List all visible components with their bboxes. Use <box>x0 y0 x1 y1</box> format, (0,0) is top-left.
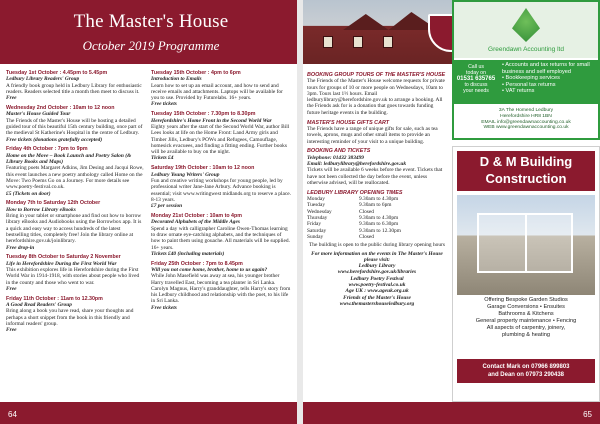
greendawn-phone: 01531 635765 <box>456 76 496 82</box>
events-column-1 <box>6 70 144 337</box>
tour-body: The Friends of the Master's House welcome requests for private tours for groups of 10 or more people on Wednesdays, 10am to 3pm. Tours last 1½ hours. Email ledburylibrary@herefordshire.gov.uk to arrange a booking. All the Friends ask for is a donation that goes towards funding future heritage events in the building. <box>307 78 445 116</box>
hours-day: Wednesday <box>307 208 332 215</box>
event-item <box>6 296 144 334</box>
service-item: General property maintenance • Fencing <box>475 317 577 324</box>
gift-body: The Friends have a range of unique gifts for sale, such as tea towels, aprons, mugs and other small items to provide an interesting reminder of your visit to a unique building. <box>307 125 438 145</box>
event-item <box>151 70 291 108</box>
info-link: Ledbury Poetry Festival <box>350 275 404 282</box>
booking-email: Email: ledburylibrary@herefordshire.gov.uk <box>307 161 407 168</box>
event-title: Decorated Alphabets of the Middle Ages <box>151 219 240 226</box>
page-number-right: 65 <box>583 410 592 419</box>
info-link: www.herefordshire.gov.uk/libraries <box>337 269 417 276</box>
service-item: • Bookkeeping services <box>502 75 560 82</box>
page-number-left: 64 <box>8 410 17 419</box>
event-title: Home on the Move – Book Launch and Poetry Salon (& Library Books and Maps) <box>6 152 132 166</box>
hours-time: 9.30am to 6pm <box>359 202 392 209</box>
event-date: Tuesday 8th October to Saturday 2 November <box>6 254 121 261</box>
service-item: • Accounts and tax returns for small business and self employed <box>502 62 590 75</box>
booking-phone: Telephone: 01432 383499 <box>307 154 364 161</box>
event-price: Free drop-in <box>6 244 35 251</box>
hours-day: Friday <box>307 221 322 228</box>
service-item: • Personal tax returns <box>502 81 556 88</box>
info-link: Age UK : www.ageuk.org.uk <box>345 288 409 295</box>
contact-line: and Dean on 07973 290438 <box>487 372 565 378</box>
window-shape <box>323 36 333 48</box>
hours-heading: LEDBURY LIBRARY OPENING TIMES <box>307 189 403 196</box>
greendawn-address <box>454 108 598 131</box>
event-price: Free <box>6 95 17 102</box>
info-link: Friends of the Master's House <box>343 294 411 301</box>
service-item: All aspects of carpentry, joinery, <box>486 324 566 331</box>
info-link: www.themastershouseledbury.org <box>339 300 415 307</box>
dm-title-line1: D & M Building <box>479 154 573 169</box>
page-title: The Master's House <box>73 11 229 32</box>
event-body: The Friends of the Master's House will be hosting a detailed guided tour of this beautiful 15th century building, once part of the medieval St Katherine's Hospital in the centre of Ledbury. <box>6 117 143 137</box>
event-body: Bring in your tablet or smartphone and find out how to borrow library eBooks and Audiobooks using the Borrowbox app. It is a quick and easy way to access hundreds of the latest bestselling titles, completely free! Join the library online at herefordshire.gov.uk/joinlibrary. <box>6 213 142 245</box>
event-body: Eighty years after the start of the Second World War, author Bill Lees looks at life on the Home Front: Land Army girls and Timber Jills, Ledbury's POWs and Refugees, Camouflage, homesick evacuees, and finding a fitting ending. Further books will be available to buy on the night. <box>151 123 290 156</box>
service-item: Bathrooms & Kitchens <box>498 310 554 317</box>
event-body: Fun and creative writing workshops for young people, led by professional writer Jane-Jane Arbury. Advance booking is essential; visit www.writingwest midlands.org to reserve a place. 8-13 years. <box>151 177 291 203</box>
event-title: Will you not come home, brother, home to us again? <box>151 266 268 273</box>
hours-time: 9.30am to 4.30pm <box>359 196 399 203</box>
event-title: Life in Herefordshire During the First World War <box>6 260 117 267</box>
event-date: Tuesday 1st October : 4.45pm to 5.45pm <box>6 70 108 76</box>
event-date: Friday 25th October : 7pm to 8.45pm <box>151 260 243 267</box>
event-title: How to Borrow Library eBooks <box>6 206 76 213</box>
dm-title-line2: Construction <box>485 171 567 186</box>
event-item <box>6 200 144 250</box>
footer-band <box>303 402 600 424</box>
address-line: WEB www.greendawnaccounting.co.uk <box>483 125 569 131</box>
event-title: Ledbury Young Writers' Group <box>151 171 220 178</box>
event-item <box>151 261 291 311</box>
hours-day: Monday <box>307 196 325 203</box>
hours-day: Thursday <box>307 215 328 222</box>
event-body: Spend a day with calligrapher Caroline Owen-Thomas learning to draw ornate eye-catching alphabets, and the techniques of how to paint them using gouache. All materials will be supplied. 16+ years. <box>151 225 290 251</box>
event-body: A friendly book group held in Ledbury Library for enthusiastic readers. Readers selected title a month then meet to discuss it. <box>6 82 142 95</box>
event-title: A Good Read Readers' Group <box>6 302 72 309</box>
event-body: Learn how to set up an email account, and how to send and receive emails and attachments. Laptops will be available for you to use. Provided by Futurelabs. 16+ years. <box>151 82 283 102</box>
tour-heading: BOOKING GROUP TOURS OF THE MASTER'S HOUSE <box>307 72 446 78</box>
right-page <box>303 0 600 424</box>
call-line: to discuss <box>464 82 488 88</box>
event-price: Free <box>6 285 17 292</box>
event-date: Monday 21st October : 10am to 4pm <box>151 213 242 220</box>
event-date: Monday 7th to Saturday 12th October <box>6 200 101 207</box>
window-shape <box>353 36 363 48</box>
hours-time: 9.30am to 6.30pm <box>359 221 399 228</box>
event-body: While John Masefield was away at sea, his younger brother Harry travelled East, becoming a tea planter in Sri Lanka. Carolyn Magnus, Harry's granddaughter, tells Harry's story from his Ledbury childhood and relationship with the poet, to his life in Sri Lanka. <box>151 273 291 305</box>
page-subtitle: October 2019 Programme <box>82 38 220 53</box>
greendawn-logo-area <box>454 2 598 58</box>
event-item <box>151 111 291 161</box>
hours-day: Saturday <box>307 227 327 234</box>
event-date: Friday 11th October : 11am to 12.30pm <box>6 295 103 302</box>
event-date: Saturday 19th October : 10am to 12 noon <box>151 165 255 172</box>
hours-time: 9.30am to 12.30pm <box>359 227 401 234</box>
call-line: Call us <box>468 64 484 70</box>
service-item: plumbing & heating <box>502 331 550 338</box>
leaf-logo-icon <box>512 8 540 42</box>
info-links <box>307 263 447 307</box>
greendawn-services <box>502 62 598 95</box>
booking-body: Tickets will be available 6 weeks before the event. Tickets that have not been collected the day before the event, unless otherwise advised, will be reallocated. <box>307 167 443 186</box>
greendawn-call <box>456 64 496 94</box>
hours-time: 9.30am to 4.30pm <box>359 215 399 222</box>
service-item: Garage Conversions • Ensuites <box>487 303 565 310</box>
event-price: Tickets £4 <box>151 155 174 162</box>
event-price: Free tickets <box>151 304 177 311</box>
event-body: Featuring poets Margaret Adkins, Jim Desing and Jacqui Rowe, this event launches a new poetry anthology called Home on the Move: Two Poems Go on a Journey. For more details see www.poetry-festival.co.uk. <box>6 165 144 191</box>
event-price: Free tickets (donations gratefully accepted) <box>6 136 103 143</box>
event-price: Tickets £40 (including materials) <box>151 250 225 257</box>
event-item <box>6 146 144 196</box>
greendawn-ad <box>452 0 600 140</box>
call-line: today on <box>466 70 486 76</box>
hours-day: Sunday <box>307 233 324 240</box>
event-item <box>151 213 291 257</box>
greendawn-name: Greendawn Accounting ltd <box>488 46 564 53</box>
event-date: Friday 4th October : 7pm to 9pm <box>6 146 88 153</box>
service-item: Offering Bespoke Garden Studios <box>484 297 568 303</box>
event-price: Free <box>6 327 17 334</box>
window-shape <box>383 36 393 48</box>
event-item <box>6 254 144 292</box>
studio-doors-shape <box>477 213 573 273</box>
info-column <box>307 70 447 307</box>
event-title: Introduction to Emails <box>151 76 202 83</box>
event-date: Tuesday 15th October : 7.30pm to 8.30pm <box>151 111 256 118</box>
address-line: EMAIL info@greendawnaccounting.co.uk <box>481 119 571 125</box>
dm-contact <box>457 359 595 383</box>
booking-heading: BOOKING AND TICKETS <box>307 148 371 155</box>
event-body: This exhibition explores life in Herefordshire during the First World War in 1914-1918, with stories about people who lived in the county and those who went to war. <box>6 266 140 286</box>
event-price: £7 per session <box>151 203 183 210</box>
event-price: Free tickets <box>151 101 177 108</box>
events-column-2 <box>151 70 291 315</box>
event-title: Master's House Guided Tour <box>6 111 71 118</box>
gift-heading: MASTER'S HOUSE GIFTS CART <box>307 119 390 126</box>
hours-note: The building is open to the public during library opening hours <box>309 242 445 249</box>
hours-time: Closed <box>359 233 374 240</box>
event-date: Wednesday 2nd October : 10am to 12 noon <box>6 105 115 112</box>
address-line: 3A The Homend Ledbury <box>498 108 554 113</box>
event-price: £5 (Tickets on door) <box>6 190 51 197</box>
info-link: www.poetry-festival.co.uk <box>348 281 406 288</box>
event-item <box>151 165 291 209</box>
header-band <box>0 0 297 64</box>
info-heading: For more information on the events in The Master's House please visit: <box>311 250 443 263</box>
info-link: Ledbury Library <box>358 263 396 270</box>
left-page <box>0 0 297 424</box>
footer-band <box>0 402 297 424</box>
garden-studio-photo <box>457 195 595 295</box>
event-title: Herefordshire's Home Front in the Second World War <box>151 117 272 124</box>
dm-services <box>457 297 595 338</box>
hours-time: Closed <box>359 208 374 215</box>
event-date: Tuesday 15th October : 4pm to 6pm <box>151 70 241 76</box>
contact-line: Contact Mark on 07966 899803 <box>482 364 570 370</box>
event-body: Bring along a book you have read, share your thoughts and perhaps a short snippet from the book in this friendly and informal readers' group. <box>6 308 134 327</box>
hours-table <box>307 196 447 240</box>
service-item: • VAT returns <box>502 88 535 95</box>
dm-building-ad <box>452 146 600 402</box>
call-line: your needs <box>463 88 489 94</box>
event-title: Ledbury Library Readers' Group <box>6 76 80 83</box>
address-line: Herefordshire HR8 1BN <box>500 113 552 119</box>
event-item <box>6 105 144 143</box>
hours-day: Tuesday <box>307 202 326 209</box>
event-item <box>6 70 144 101</box>
